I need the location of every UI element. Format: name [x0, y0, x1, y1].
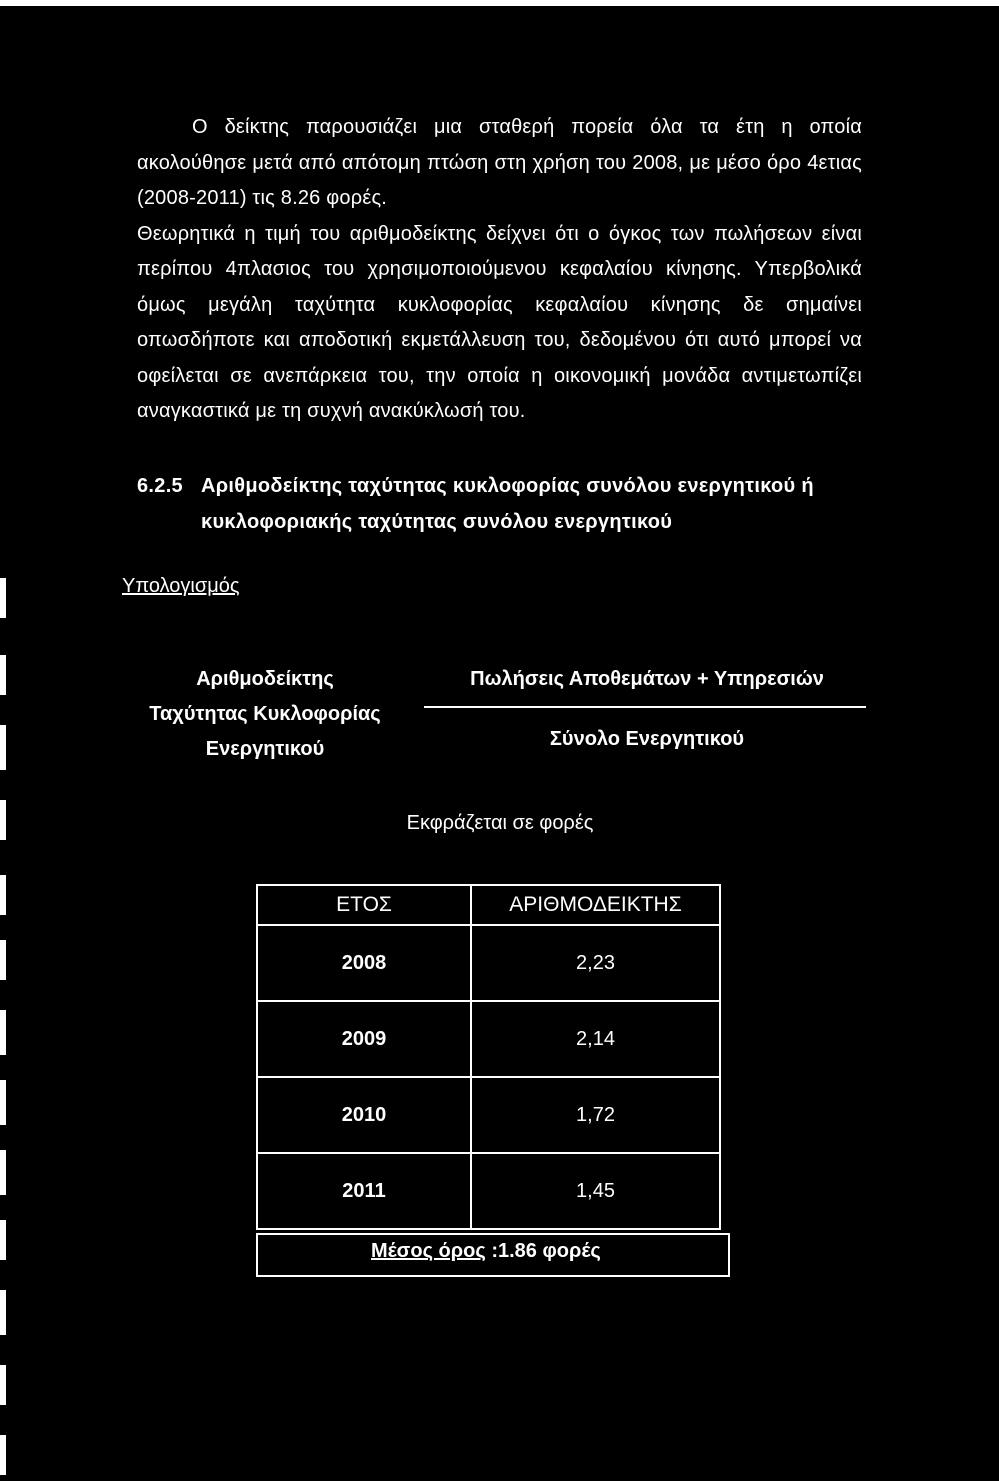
value-cell: 2,23 [471, 925, 720, 1001]
column-header-year: ΕΤΟΣ [257, 885, 471, 925]
fraction-line [424, 706, 866, 708]
table-row [257, 1001, 720, 1077]
left-edge-mark [0, 1290, 6, 1335]
section-number: 6.2.5 [137, 475, 183, 497]
table-row [257, 1153, 720, 1229]
left-edge-mark [0, 875, 6, 915]
mean-text [371, 1240, 601, 1263]
formula-label-line: Ενεργητικού [205, 738, 325, 760]
left-edge-mark [0, 1080, 6, 1125]
section-title: Αριθμοδείκτης ταχύτητας κυκλοφορίας συνόλου ενεργητικού ή κυκλοφοριακής ταχύτητας συνόλου ενεργητικού [201, 475, 814, 533]
left-edge-mark [0, 1010, 6, 1055]
column-header-ratio: ΑΡΙΘΜΟΔΕΙΚΤΗΣ [471, 885, 720, 925]
paragraph-1: Ο δείκτης παρουσιάζει μια σταθερή πορεία όλα τα έτη η οποία ακολούθησε μετά από απότομη πτώση στη χρήση του 2008, με μέσο όρο 4ετιας (2008-2011) τις 8.26 φορές. [137, 116, 862, 209]
value-cell: 2,14 [471, 1001, 720, 1077]
table-header-row [257, 885, 720, 925]
left-edge-mark [0, 800, 6, 840]
mean-label: Μέσος όρος [371, 1240, 486, 1262]
left-edge-mark [0, 655, 6, 695]
table-row [257, 925, 720, 1001]
left-edge-mark [0, 1435, 6, 1475]
ratio-table [256, 884, 721, 1230]
left-edge-mark [0, 725, 6, 770]
left-edge-mark [0, 578, 6, 618]
formula-label [120, 662, 410, 767]
year-cell: 2008 [257, 925, 471, 1001]
paragraph-2: Θεωρητικά η τιμή του αριθμοδείκτης δείχνει ότι ο όγκος των πωλήσεων είναι περίπου 4πλασιος του χρησιμοποιούμενου κεφαλαίου κίνησης. Υπερβολικά όμως μεγάλη ταχύτητα κυκλοφορίας κεφαλαίου κίνησης δε σημαίνει οπωσδήποτε και αποδοτική εκμετάλλευση του, δεδομένου ότι αυτό μπορεί να οφείλεται σε ανεπάρκεια του, την οποία η οικονομική μονάδα αντιμετωπίζει αναγκαστικά με τη συχνή ανακύκλωσή του. [137, 222, 862, 422]
left-edge-mark [0, 1365, 6, 1405]
expressed-in-note: Εκφράζεται σε φορές [406, 812, 594, 834]
left-edge-mark [0, 1150, 6, 1195]
year-cell: 2011 [257, 1153, 471, 1229]
year-cell: 2010 [257, 1077, 471, 1153]
calculation-heading: Υπολογισμός [122, 575, 240, 597]
left-edge-mark [0, 940, 6, 980]
formula-numerator: Πωλήσεις Αποθεμάτων + Υπηρεσιών [470, 668, 824, 690]
left-edge-mark [0, 1220, 6, 1260]
formula-label-line: Ταχύτητας Κυκλοφορίας [149, 703, 381, 725]
body-text [137, 110, 862, 430]
formula-label-line: Αριθμοδείκτης [196, 668, 334, 690]
value-cell: 1,45 [471, 1153, 720, 1229]
value-cell: 1,72 [471, 1077, 720, 1153]
top-border [0, 0, 999, 6]
table-row [257, 1077, 720, 1153]
formula-denominator: Σύνολο Ενεργητικού [549, 728, 745, 750]
mean-value: :1.86 φορές [491, 1240, 601, 1262]
year-cell: 2009 [257, 1001, 471, 1077]
